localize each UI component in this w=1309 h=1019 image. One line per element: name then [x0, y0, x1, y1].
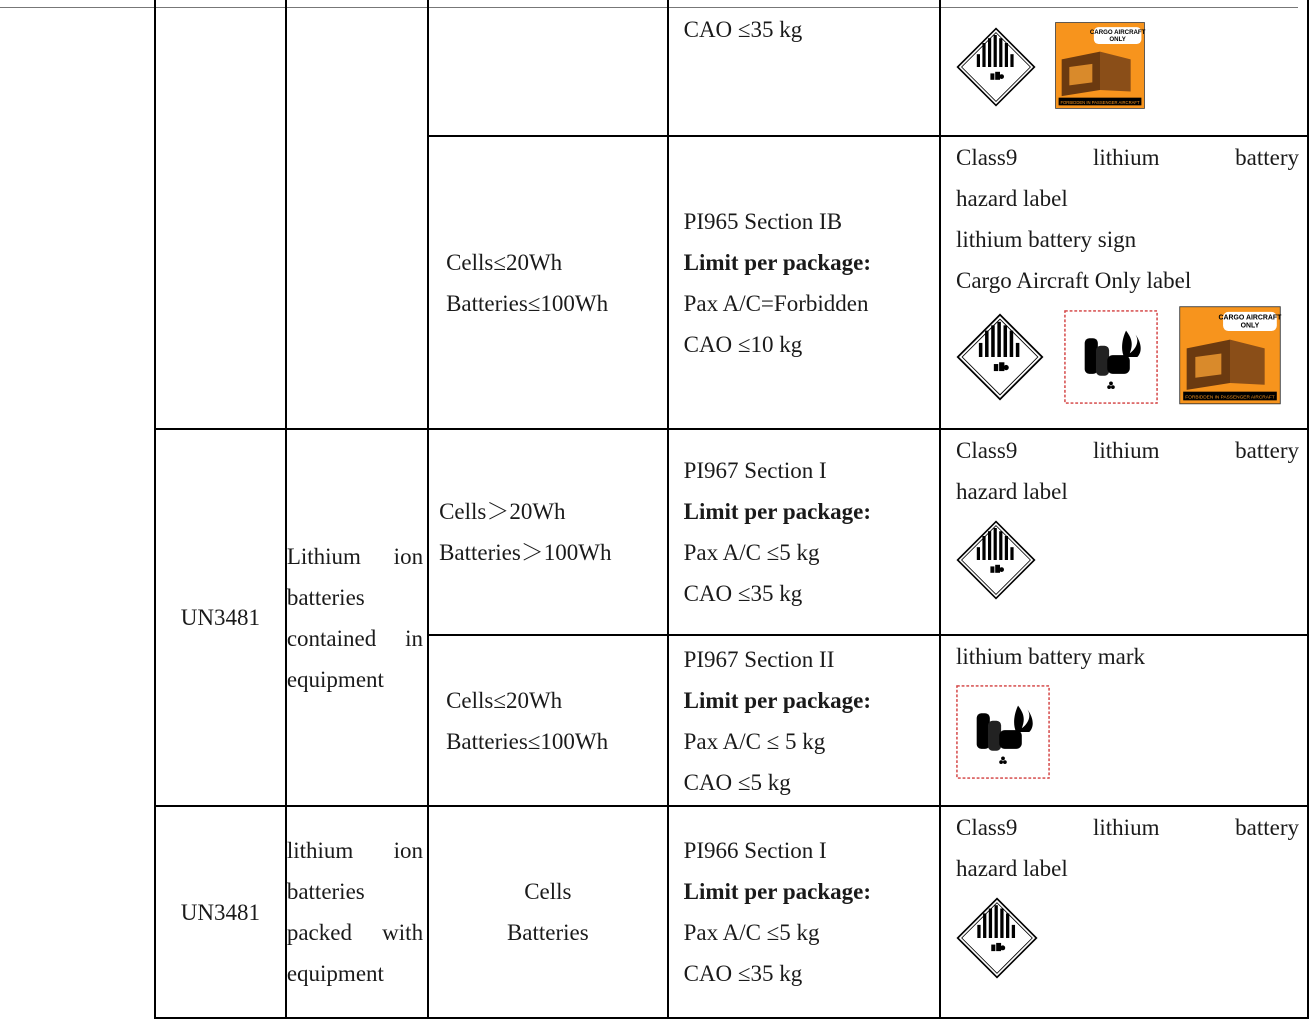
- description-cell-empty: [286, 0, 428, 429]
- label-text: Cargo Aircraft Only label: [955, 268, 1192, 293]
- labels-cell: [940, 635, 1308, 806]
- limit-heading: Limit per package:: [683, 879, 872, 904]
- description-line: equipment: [286, 961, 384, 986]
- description-cell: [286, 806, 428, 1018]
- spec-cell: [428, 136, 668, 429]
- class9-hazard-label-icon: [956, 313, 1044, 401]
- lithium-battery-mark-icon: [1062, 310, 1160, 404]
- description-line: equipment: [286, 666, 384, 692]
- spec-cell: [428, 806, 668, 1018]
- spec-batteries: Batteries≤100Wh: [446, 728, 609, 754]
- description-line: lithium ion: [286, 838, 424, 863]
- instruction-cell: [668, 806, 940, 1018]
- label-text: hazard label: [955, 856, 1068, 881]
- table-row: [155, 806, 1308, 1018]
- spec-batteries: Batteries≤100Wh: [446, 290, 609, 316]
- labels-cell: [940, 806, 1308, 1018]
- labels-cell: [940, 0, 1308, 136]
- limit-cao: CAO ≤35 kg: [683, 961, 803, 986]
- limit-pax: Pax A/C ≤5 kg: [683, 920, 820, 945]
- limit-cao: CAO ≤35 kg: [683, 17, 803, 42]
- spec-cell-empty: [428, 0, 668, 136]
- description-line: packed with: [286, 920, 424, 945]
- label-text: hazard label: [955, 479, 1068, 504]
- class9-hazard-label-icon: [956, 897, 1038, 979]
- un-number-cell-empty: [155, 0, 286, 429]
- spec-cells: Cells≤20Wh: [446, 687, 563, 713]
- packing-instruction: PI965 Section IB: [683, 208, 843, 234]
- packing-instruction: PI967 Section I: [683, 458, 827, 483]
- limit-cao: CAO ≤10 kg: [683, 331, 803, 357]
- limit-heading: Limit per package:: [683, 249, 872, 275]
- lithium-battery-mark-icon: [956, 685, 1050, 779]
- spec-batteries: Batteries: [506, 920, 589, 945]
- instruction-cell: [668, 635, 940, 806]
- spec-cells: Cells＞20Wh: [439, 499, 566, 524]
- label-text: lithium battery sign: [955, 227, 1137, 252]
- packing-instruction: PI966 Section I: [683, 838, 827, 863]
- spec-cell: [428, 635, 668, 806]
- cargo-aircraft-only-label-icon: [1178, 305, 1282, 409]
- label-text: lithium battery mark: [955, 644, 1146, 669]
- label-text: Class9 lithium battery: [955, 145, 1299, 170]
- limit-cao: CAO ≤35 kg: [683, 581, 803, 606]
- lithium-battery-shipping-table: [154, 0, 1309, 1019]
- description-line: batteries: [286, 879, 365, 904]
- labels-cell: [940, 136, 1308, 429]
- un-number: UN3481: [180, 899, 261, 925]
- spec-cells: Cells≤20Wh: [446, 249, 563, 275]
- limit-heading: Limit per package:: [683, 499, 872, 524]
- class9-hazard-label-icon: [956, 27, 1036, 107]
- limit-heading: Limit per package:: [683, 687, 872, 713]
- label-text: Class9 lithium battery: [955, 438, 1299, 463]
- limit-cao: CAO ≤5 kg: [683, 769, 791, 795]
- un-number-cell: [155, 806, 286, 1018]
- spec-cell: [428, 429, 668, 635]
- cargo-aircraft-only-label-icon: [1054, 21, 1146, 113]
- label-text: Class9 lithium battery: [955, 815, 1299, 840]
- description-line: batteries: [286, 584, 365, 610]
- limit-pax: Pax A/C=Forbidden: [683, 290, 869, 316]
- un-number: UN3481: [180, 605, 261, 630]
- label-text: hazard label: [955, 186, 1068, 211]
- limit-pax: Pax A/C ≤5 kg: [683, 540, 820, 565]
- description-cell: [286, 429, 428, 806]
- description-line: Lithium ion: [286, 543, 424, 569]
- instruction-cell: [668, 136, 940, 429]
- table-row: [155, 0, 1308, 136]
- limit-cell: [668, 0, 940, 136]
- limit-pax: Pax A/C ≤ 5 kg: [683, 728, 826, 754]
- description-line: contained in: [286, 625, 424, 651]
- table-row: [155, 429, 1308, 635]
- un-number-cell: [155, 429, 286, 806]
- packing-instruction: PI967 Section II: [683, 646, 835, 672]
- class9-hazard-label-icon: [956, 520, 1036, 600]
- instruction-cell: [668, 429, 940, 635]
- labels-cell: [940, 429, 1308, 635]
- spec-batteries: Batteries＞100Wh: [439, 540, 612, 565]
- spec-cells: Cells: [524, 879, 572, 904]
